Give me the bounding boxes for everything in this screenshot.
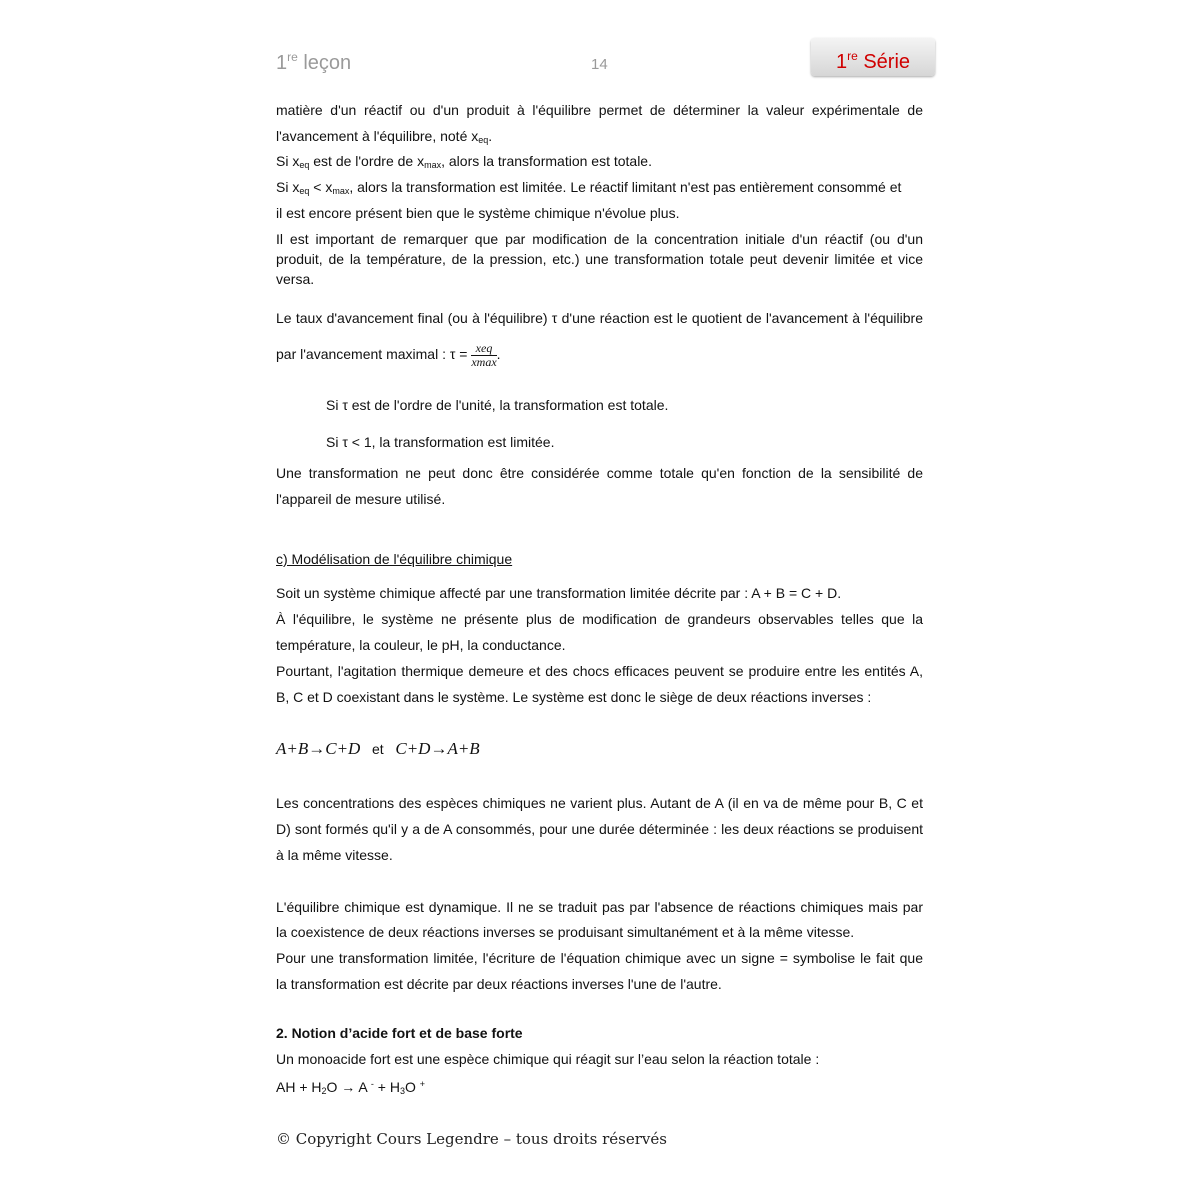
text-line: l'appareil de mesure utilisé. bbox=[276, 491, 446, 507]
reaction-line: AH + $H_2O \to A$ $^- + H_3O$ + bbox=[276, 1079, 426, 1096]
text-line: versa. bbox=[276, 271, 315, 287]
page-number: 14 bbox=[591, 56, 608, 73]
text-line: à la même vitesse. bbox=[276, 847, 393, 863]
text-line: Si $x_{eq} < x_{max}$, alors la transformation est limitée. Le réactif limitant n'est pas entièrement consommé et bbox=[276, 179, 902, 196]
text-line: Si $x_{eq}$ est de l'ordre de $x_{max}$, alors la transformation est totale. bbox=[276, 153, 652, 170]
text-line: il est encore présent bien que le système chimique n'évolue plus. bbox=[276, 205, 680, 221]
text-line: Un monoacide fort est une espèce chimique qui réagit sur l’eau selon la réaction totale : bbox=[276, 1051, 820, 1067]
section-heading: c) Modélisation de l'équilibre chimique bbox=[276, 551, 513, 567]
text-line: À l'équilibre, le système ne présente plus de modification de grandeurs observables telles que la bbox=[276, 611, 923, 627]
text-line: Il est important de remarquer que par modification de la concentration initiale d'un réactif (ou d'un bbox=[276, 231, 923, 247]
bullet-line: Si τ est de l'ordre de l'unité, la transformation est totale. bbox=[326, 397, 669, 413]
text-line: L'équilibre chimique est dynamique. Il ne se traduit pas par l'absence de réactions chimiques mais par bbox=[276, 899, 923, 915]
text-line: température, la couleur, le pH, la conductance. bbox=[276, 637, 566, 653]
text-line: l'avancement à l'équilibre, noté $x_{eq}$. bbox=[276, 128, 493, 145]
formula-line: par l'avancement maximal : τ = $\frac{\text{xeq}}{xmax}$. bbox=[276, 340, 501, 369]
series-tab: 1re Série bbox=[811, 38, 935, 76]
text-line: matière d'un réactif ou d'un produit à l'équilibre permet de déterminer la valeur expérimentale de bbox=[276, 102, 923, 118]
text-line: B, C et D coexistant dans le système. Le système est donc le siège de deux réactions inverses : bbox=[276, 689, 872, 705]
text-line: Pourtant, l'agitation thermique demeure et des chocs efficaces peuvent se produire entre les entités A, bbox=[276, 663, 923, 679]
text-line: la coexistence de deux réactions inverses se produisant simultanément et à la même vitesse. bbox=[276, 924, 855, 940]
text-line: Soit un système chimique affecté par une transformation limitée décrite par : A + B = C + D. bbox=[276, 585, 842, 601]
bullet-line: Si τ < 1, la transformation est limitée. bbox=[326, 434, 555, 450]
lesson-label: 1re leçon bbox=[276, 50, 352, 74]
text-line: Le taux d'avancement final (ou à l'équilibre) τ d'une réaction est le quotient de l'avancement à l'équilibre bbox=[276, 310, 923, 326]
text-line: D) sont formés qu'il y a de A consommés, pour une durée déterminée : les deux réactions se produisent bbox=[276, 821, 923, 837]
equations-line: A+B→C+D et C+D→A+B bbox=[276, 739, 480, 758]
text-line: la transformation est décrite par deux réactions inverses l'une de l'autre. bbox=[276, 976, 722, 992]
text-line: Les concentrations des espèces chimiques ne varient plus. Autant de A (il en va de même pour B, C et bbox=[276, 795, 923, 811]
text-line: Une transformation ne peut donc être considérée comme totale qu'en fonction de la sensibilité de bbox=[276, 465, 923, 481]
section-heading: 2. Notion d’acide fort et de base forte bbox=[276, 1025, 523, 1041]
tau-fraction: $\frac{\text{xeq}}{xmax}$ bbox=[471, 340, 497, 369]
text-line: Pour une transformation limitée, l'écriture de l'équation chimique avec un signe = symbolise le fait que bbox=[276, 950, 923, 966]
copyright-footer: © Copyright Cours Legendre – tous droits réservés bbox=[276, 1130, 667, 1148]
text-line: produit, de la température, de la pression, etc.) une transformation totale peut devenir limitée et vice bbox=[276, 251, 923, 267]
